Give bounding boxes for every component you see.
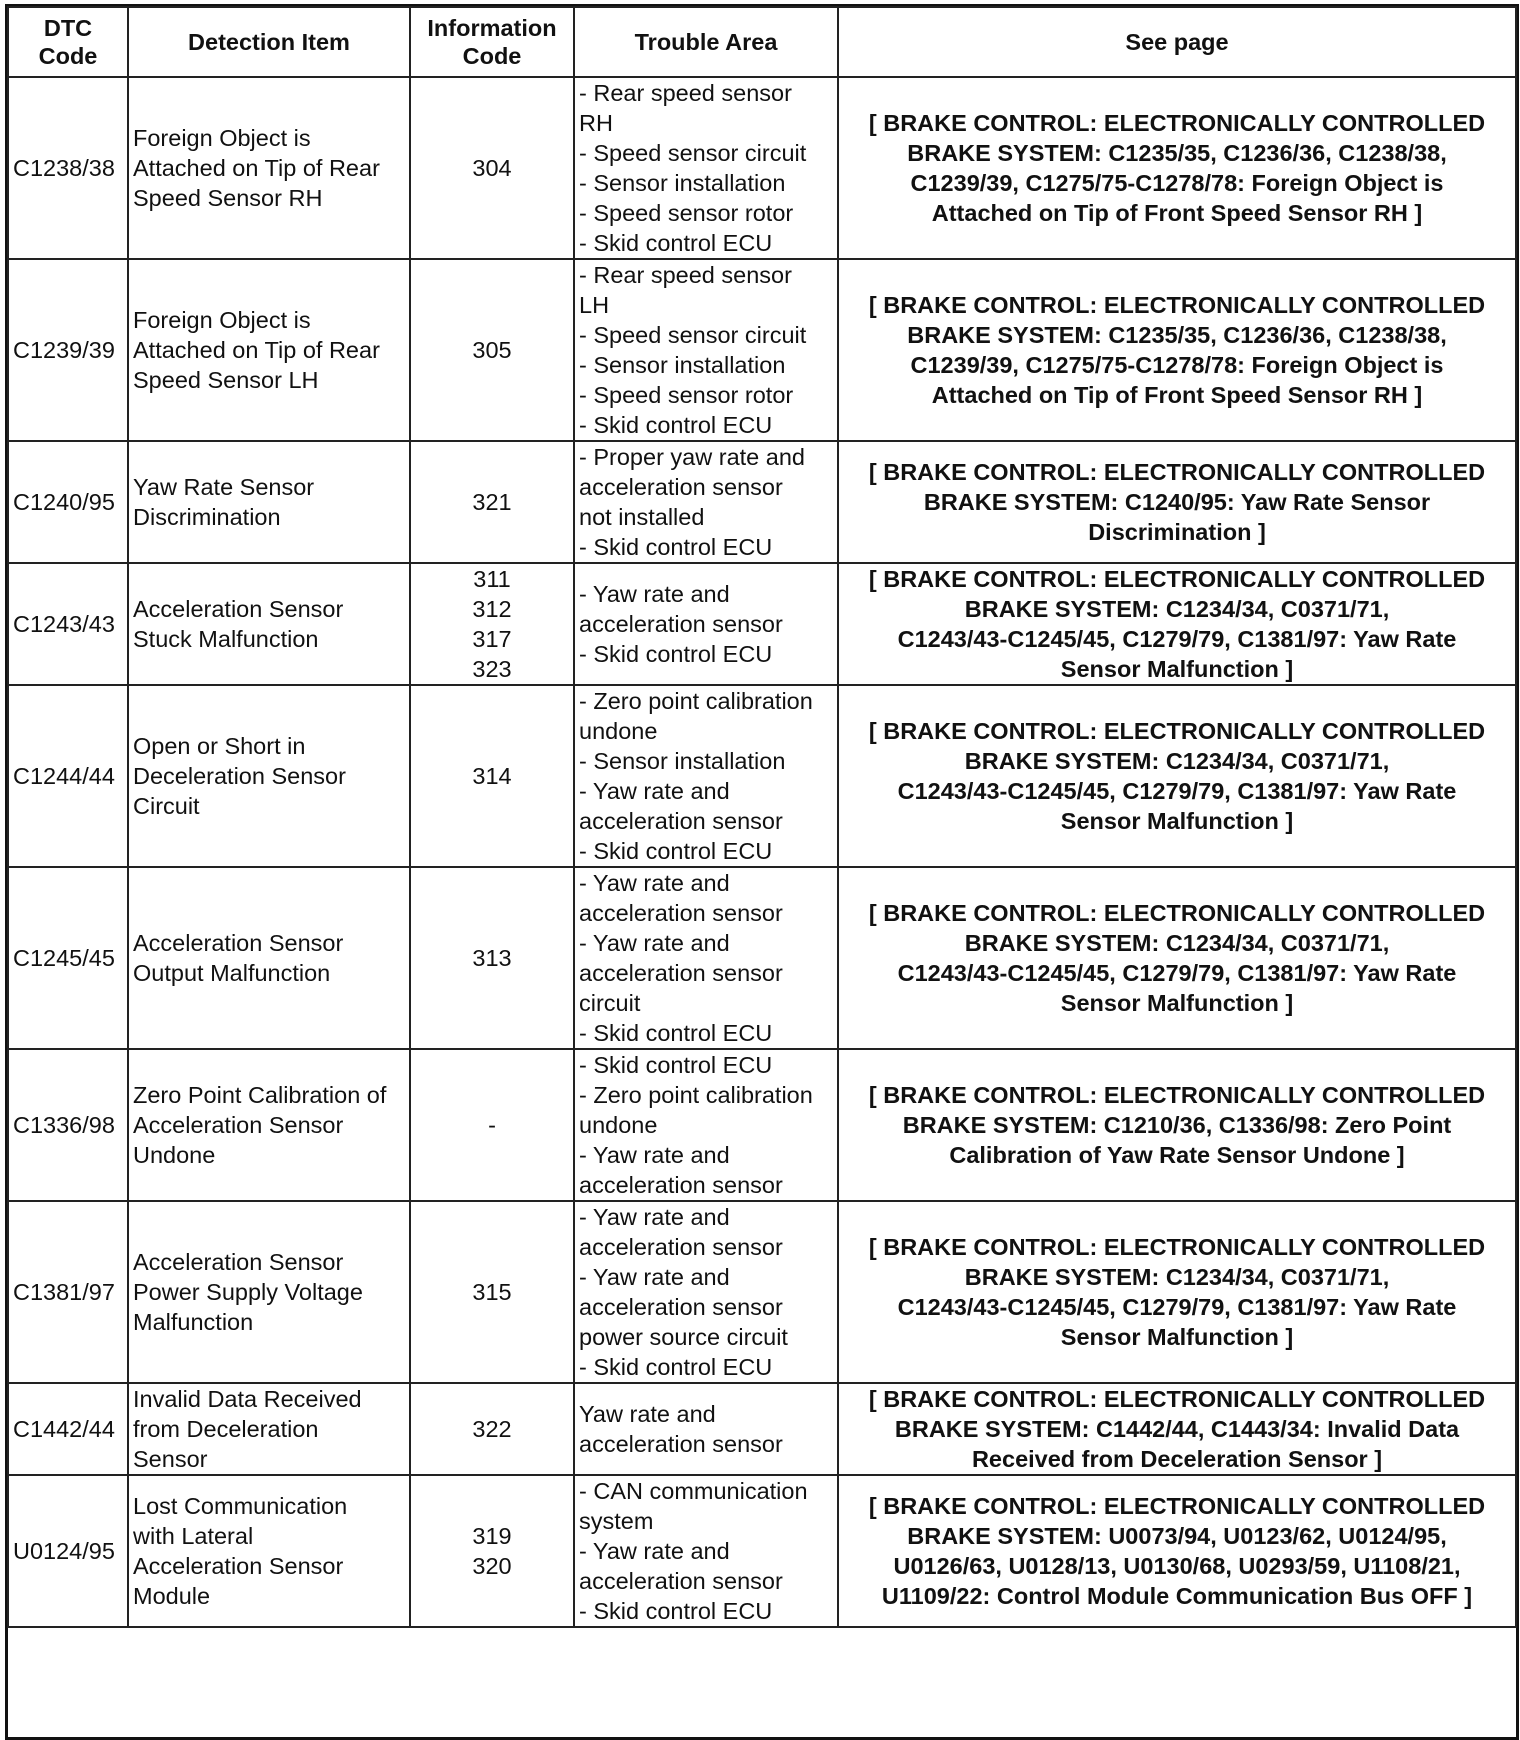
cell-text-line: Lost Communication bbox=[133, 1493, 348, 1519]
cell-text-line: 311 bbox=[473, 566, 511, 592]
see-page-link-line: [ BRAKE CONTROL: ELECTRONICALLY CONTROLLED bbox=[868, 1082, 1486, 1108]
cell-text-line: - Yaw rate and bbox=[579, 1538, 730, 1564]
trouble-area-cell bbox=[574, 1383, 838, 1475]
see-page-cell[interactable] bbox=[838, 259, 1516, 441]
cell-text-line: acceleration sensor bbox=[579, 808, 783, 834]
information-code-cell bbox=[410, 563, 574, 685]
trouble-area-cell bbox=[574, 77, 838, 259]
see-page-link-line: Discrimination ] bbox=[1088, 519, 1266, 545]
header-label-line: See page bbox=[1125, 29, 1229, 55]
see-page-cell[interactable] bbox=[838, 1201, 1516, 1383]
see-page-link-line: Sensor Malfunction ] bbox=[1060, 808, 1294, 834]
cell-text-line: power source circuit bbox=[579, 1324, 788, 1350]
information-code-cell bbox=[410, 1383, 574, 1475]
trouble-area-cell bbox=[574, 867, 838, 1049]
detection-item-cell bbox=[128, 1383, 410, 1475]
cell-text-line: - bbox=[488, 1112, 496, 1138]
cell-text-line: LH bbox=[579, 292, 610, 318]
cell-text-line: 315 bbox=[472, 1279, 512, 1305]
information-code-cell bbox=[410, 441, 574, 563]
see-page-link-line: U0126/63, U0128/13, U0130/68, U0293/59, U1108/21, bbox=[893, 1553, 1461, 1579]
see-page-link-line: BRAKE SYSTEM: U0073/94, U0123/62, U0124/95, bbox=[907, 1523, 1447, 1549]
see-page-link-line: BRAKE SYSTEM: C1240/95: Yaw Rate Sensor bbox=[923, 489, 1431, 515]
cell-text-line: Attached on Tip of Rear bbox=[133, 155, 380, 181]
detection-item-cell bbox=[128, 441, 410, 563]
cell-text-line: undone bbox=[579, 718, 658, 744]
table-row bbox=[8, 1383, 1516, 1475]
cell-text-line: 314 bbox=[472, 763, 512, 789]
cell-text-line: Power Supply Voltage bbox=[133, 1279, 363, 1305]
see-page-link-line: BRAKE SYSTEM: C1235/35, C1236/36, C1238/38, bbox=[907, 140, 1447, 166]
cell-text-line: - Skid control ECU bbox=[579, 534, 773, 560]
cell-text-line: acceleration sensor bbox=[579, 1568, 783, 1594]
cell-text-line: - Skid control ECU bbox=[579, 1354, 773, 1380]
cell-text-line: acceleration sensor bbox=[579, 611, 783, 637]
detection-item-cell bbox=[128, 563, 410, 685]
cell-text-line: - Speed sensor circuit bbox=[579, 140, 807, 166]
dtc-code-cell bbox=[8, 441, 128, 563]
detection-item-cell bbox=[128, 867, 410, 1049]
see-page-link-line: U1109/22: Control Module Communication Bus OFF ] bbox=[881, 1583, 1473, 1609]
cell-text-line: from Deceleration bbox=[133, 1416, 319, 1442]
cell-text-line: - Yaw rate and bbox=[579, 778, 730, 804]
cell-text-line: Undone bbox=[133, 1142, 216, 1168]
cell-text: C1244/44 bbox=[13, 763, 115, 789]
see-page-link-line: C1243/43-C1245/45, C1279/79, C1381/97: Yaw Rate bbox=[897, 960, 1457, 986]
table-row bbox=[8, 867, 1516, 1049]
cell-text-line: 313 bbox=[472, 945, 512, 971]
cell-text-line: - Zero point calibration bbox=[579, 1082, 813, 1108]
see-page-link-line: [ BRAKE CONTROL: ELECTRONICALLY CONTROLLED bbox=[868, 1493, 1486, 1519]
header-label-line: Code bbox=[462, 43, 522, 69]
cell-text-line: acceleration sensor bbox=[579, 960, 783, 986]
cell-text-line: acceleration sensor bbox=[579, 1234, 783, 1260]
see-page-cell[interactable] bbox=[838, 563, 1516, 685]
cell-text-line: - Rear speed sensor bbox=[579, 80, 792, 106]
cell-text-line: - Yaw rate and bbox=[579, 930, 730, 956]
cell-text-line: Foreign Object is bbox=[133, 125, 311, 151]
see-page-link-line: BRAKE SYSTEM: C1442/44, C1443/34: Invalid Data bbox=[894, 1416, 1460, 1442]
see-page-link-line: [ BRAKE CONTROL: ELECTRONICALLY CONTROLLED bbox=[868, 1386, 1486, 1412]
cell-text-line: acceleration sensor bbox=[579, 474, 783, 500]
header-label-line: Information bbox=[427, 15, 557, 41]
see-page-link-line: Sensor Malfunction ] bbox=[1060, 990, 1294, 1016]
see-page-link-line: Calibration of Yaw Rate Sensor Undone ] bbox=[949, 1142, 1405, 1168]
see-page-link-line: [ BRAKE CONTROL: ELECTRONICALLY CONTROLLED bbox=[868, 292, 1486, 318]
cell-text-line: - Yaw rate and bbox=[579, 870, 730, 896]
cell-text-line: 319 bbox=[472, 1523, 512, 1549]
see-page-link-line: Sensor Malfunction ] bbox=[1060, 1324, 1294, 1350]
header-label-line: Code bbox=[38, 43, 98, 69]
cell-text-line: acceleration sensor bbox=[579, 1294, 783, 1320]
cell-text-line: - Yaw rate and bbox=[579, 1142, 730, 1168]
see-page-link-line: Attached on Tip of Front Speed Sensor RH ] bbox=[931, 200, 1423, 226]
detection-item-cell bbox=[128, 1201, 410, 1383]
cell-text-line: acceleration sensor bbox=[579, 900, 783, 926]
cell-text-line: RH bbox=[579, 110, 613, 136]
see-page-link-line: C1243/43-C1245/45, C1279/79, C1381/97: Yaw Rate bbox=[897, 778, 1457, 804]
header-dtc-code bbox=[8, 7, 128, 77]
cell-text-line: - Skid control ECU bbox=[579, 641, 773, 667]
table-row bbox=[8, 77, 1516, 259]
cell-text: C1245/45 bbox=[13, 945, 115, 971]
cell-text-line: Acceleration Sensor bbox=[133, 1553, 344, 1579]
table-row bbox=[8, 1475, 1516, 1627]
cell-text: C1336/98 bbox=[13, 1112, 115, 1138]
cell-text-line: Deceleration Sensor bbox=[133, 763, 346, 789]
see-page-link-line: [ BRAKE CONTROL: ELECTRONICALLY CONTROLLED bbox=[868, 900, 1486, 926]
see-page-cell[interactable] bbox=[838, 1475, 1516, 1627]
cell-text: C1243/43 bbox=[13, 611, 115, 637]
header-see-page bbox=[838, 7, 1516, 77]
see-page-link-line: C1243/43-C1245/45, C1279/79, C1381/97: Yaw Rate bbox=[897, 626, 1457, 652]
cell-text-line: not installed bbox=[579, 504, 705, 530]
cell-text-line: system bbox=[579, 1508, 654, 1534]
dtc-table bbox=[7, 6, 1517, 1628]
trouble-area-cell bbox=[574, 1475, 838, 1627]
cell-text-line: Speed Sensor LH bbox=[133, 367, 319, 393]
cell-text-line: Yaw Rate Sensor bbox=[133, 474, 315, 500]
cell-text-line: Attached on Tip of Rear bbox=[133, 337, 380, 363]
cell-text-line: circuit bbox=[579, 990, 641, 1016]
cell-text-line: - Speed sensor rotor bbox=[579, 200, 794, 226]
table-row bbox=[8, 563, 1516, 685]
cell-text-line: - CAN communication bbox=[579, 1478, 808, 1504]
cell-text: C1442/44 bbox=[13, 1416, 115, 1442]
header-trouble-area bbox=[574, 7, 838, 77]
cell-text-line: - Yaw rate and bbox=[579, 581, 730, 607]
see-page-cell[interactable] bbox=[838, 685, 1516, 867]
cell-text-line: - Skid control ECU bbox=[579, 1020, 773, 1046]
cell-text-line: Discrimination bbox=[133, 504, 281, 530]
see-page-link-line: [ BRAKE CONTROL: ELECTRONICALLY CONTROLLED bbox=[868, 110, 1486, 136]
cell-text-line: Speed Sensor RH bbox=[133, 185, 323, 211]
cell-text-line: 323 bbox=[472, 656, 512, 682]
see-page-link-line: Sensor Malfunction ] bbox=[1060, 656, 1294, 682]
dtc-code-cell bbox=[8, 77, 128, 259]
cell-text-line: Acceleration Sensor bbox=[133, 1249, 344, 1275]
trouble-area-cell bbox=[574, 259, 838, 441]
cell-text: C1381/97 bbox=[13, 1279, 115, 1305]
cell-text-line: - Skid control ECU bbox=[579, 1052, 773, 1078]
see-page-link-line: BRAKE SYSTEM: C1234/34, C0371/71, bbox=[964, 596, 1390, 622]
dtc-code-cell bbox=[8, 563, 128, 685]
cell-text-line: 312 bbox=[472, 596, 512, 622]
cell-text-line: acceleration sensor bbox=[579, 1431, 783, 1457]
cell-text-line: Zero Point Calibration of bbox=[133, 1082, 387, 1108]
see-page-link-line: BRAKE SYSTEM: C1210/36, C1336/98: Zero Point bbox=[902, 1112, 1452, 1138]
cell-text-line: - Sensor installation bbox=[579, 748, 786, 774]
cell-text-line: - Yaw rate and bbox=[579, 1264, 730, 1290]
header-row bbox=[8, 7, 1516, 77]
see-page-link-line: Attached on Tip of Front Speed Sensor RH ] bbox=[931, 382, 1423, 408]
see-page-cell[interactable] bbox=[838, 867, 1516, 1049]
trouble-area-cell bbox=[574, 563, 838, 685]
cell-text-line: Yaw rate and bbox=[579, 1401, 716, 1427]
see-page-cell[interactable] bbox=[838, 1049, 1516, 1201]
header-label-line: DTC bbox=[43, 15, 93, 41]
cell-text-line: Module bbox=[133, 1583, 211, 1609]
cell-text-line: - Zero point calibration bbox=[579, 688, 813, 714]
cell-text-line: - Skid control ECU bbox=[579, 838, 773, 864]
cell-text-line: 304 bbox=[472, 155, 512, 181]
see-page-link-line: Received from Deceleration Sensor ] bbox=[971, 1446, 1383, 1472]
cell-text-line: - Sensor installation bbox=[579, 170, 786, 196]
information-code-cell bbox=[410, 685, 574, 867]
dtc-code-cell bbox=[8, 867, 128, 1049]
cell-text-line: Acceleration Sensor bbox=[133, 930, 344, 956]
see-page-link-line: BRAKE SYSTEM: C1234/34, C0371/71, bbox=[964, 1264, 1390, 1290]
cell-text-line: 305 bbox=[472, 337, 512, 363]
table-row bbox=[8, 685, 1516, 867]
dtc-code-cell bbox=[8, 1475, 128, 1627]
cell-text-line: Stuck Malfunction bbox=[133, 626, 319, 652]
cell-text-line: 320 bbox=[472, 1553, 512, 1579]
cell-text-line: - Speed sensor rotor bbox=[579, 382, 794, 408]
cell-text: U0124/95 bbox=[13, 1538, 115, 1564]
detection-item-cell bbox=[128, 77, 410, 259]
cell-text-line: - Proper yaw rate and bbox=[579, 444, 805, 470]
cell-text-line: - Skid control ECU bbox=[579, 412, 773, 438]
cell-text-line: - Yaw rate and bbox=[579, 1204, 730, 1230]
detection-item-cell bbox=[128, 259, 410, 441]
cell-text-line: - Skid control ECU bbox=[579, 1598, 773, 1624]
trouble-area-cell bbox=[574, 441, 838, 563]
header-information-code bbox=[410, 7, 574, 77]
information-code-cell bbox=[410, 259, 574, 441]
see-page-cell[interactable] bbox=[838, 441, 1516, 563]
cell-text-line: - Sensor installation bbox=[579, 352, 786, 378]
cell-text-line: Invalid Data Received bbox=[133, 1386, 362, 1412]
see-page-link-line: C1239/39, C1275/75-C1278/78: Foreign Object is bbox=[910, 352, 1444, 378]
see-page-cell[interactable] bbox=[838, 1383, 1516, 1475]
dtc-code-cell bbox=[8, 259, 128, 441]
cell-text-line: undone bbox=[579, 1112, 658, 1138]
table-row bbox=[8, 1049, 1516, 1201]
see-page-cell[interactable] bbox=[838, 77, 1516, 259]
cell-text-line: Output Malfunction bbox=[133, 960, 331, 986]
see-page-link-line: [ BRAKE CONTROL: ELECTRONICALLY CONTROLLED bbox=[868, 459, 1486, 485]
trouble-area-cell bbox=[574, 685, 838, 867]
cell-text-line: Foreign Object is bbox=[133, 307, 311, 333]
table-row bbox=[8, 1201, 1516, 1383]
cell-text-line: Open or Short in bbox=[133, 733, 306, 759]
detection-item-cell bbox=[128, 685, 410, 867]
trouble-area-cell bbox=[574, 1201, 838, 1383]
see-page-link-line: C1239/39, C1275/75-C1278/78: Foreign Object is bbox=[910, 170, 1444, 196]
see-page-link-line: [ BRAKE CONTROL: ELECTRONICALLY CONTROLLED bbox=[868, 718, 1486, 744]
dtc-code-cell bbox=[8, 685, 128, 867]
header-detection-item bbox=[128, 7, 410, 77]
cell-text-line: 317 bbox=[472, 626, 512, 652]
table-body bbox=[8, 77, 1516, 1627]
detection-item-cell bbox=[128, 1049, 410, 1201]
header-label-line: Trouble Area bbox=[634, 29, 778, 55]
cell-text: C1240/95 bbox=[13, 489, 115, 515]
cell-text-line: - Speed sensor circuit bbox=[579, 322, 807, 348]
cell-text-line: acceleration sensor bbox=[579, 1172, 783, 1198]
table-row bbox=[8, 259, 1516, 441]
cell-text: C1239/39 bbox=[13, 337, 115, 363]
see-page-link-line: [ BRAKE CONTROL: ELECTRONICALLY CONTROLLED bbox=[868, 1234, 1486, 1260]
cell-text-line: 322 bbox=[472, 1416, 512, 1442]
cell-text-line: Acceleration Sensor bbox=[133, 596, 344, 622]
cell-text-line: Acceleration Sensor bbox=[133, 1112, 344, 1138]
information-code-cell bbox=[410, 1049, 574, 1201]
information-code-cell bbox=[410, 1475, 574, 1627]
cell-text-line: - Skid control ECU bbox=[579, 230, 773, 256]
information-code-cell bbox=[410, 867, 574, 1049]
table-header bbox=[8, 7, 1516, 77]
header-label-line: Detection Item bbox=[188, 29, 350, 55]
see-page-link-line: BRAKE SYSTEM: C1234/34, C0371/71, bbox=[964, 748, 1390, 774]
cell-text-line: with Lateral bbox=[133, 1523, 254, 1549]
cell-text-line: Malfunction bbox=[133, 1309, 254, 1335]
cell-text-line: Circuit bbox=[133, 793, 200, 819]
see-page-link-line: BRAKE SYSTEM: C1235/35, C1236/36, C1238/38, bbox=[907, 322, 1447, 348]
cell-text: C1238/38 bbox=[13, 155, 115, 181]
cell-text-line: Sensor bbox=[133, 1446, 208, 1472]
see-page-link-line: [ BRAKE CONTROL: ELECTRONICALLY CONTROLLED bbox=[868, 566, 1486, 592]
see-page-link-line: C1243/43-C1245/45, C1279/79, C1381/97: Yaw Rate bbox=[897, 1294, 1457, 1320]
cell-text-line: - Rear speed sensor bbox=[579, 262, 792, 288]
dtc-code-cell bbox=[8, 1383, 128, 1475]
dtc-code-cell bbox=[8, 1201, 128, 1383]
information-code-cell bbox=[410, 77, 574, 259]
see-page-link-line: BRAKE SYSTEM: C1234/34, C0371/71, bbox=[964, 930, 1390, 956]
information-code-cell bbox=[410, 1201, 574, 1383]
dtc-code-cell bbox=[8, 1049, 128, 1201]
detection-item-cell bbox=[128, 1475, 410, 1627]
table-row bbox=[8, 441, 1516, 563]
trouble-area-cell bbox=[574, 1049, 838, 1201]
cell-text-line: 321 bbox=[472, 489, 512, 515]
